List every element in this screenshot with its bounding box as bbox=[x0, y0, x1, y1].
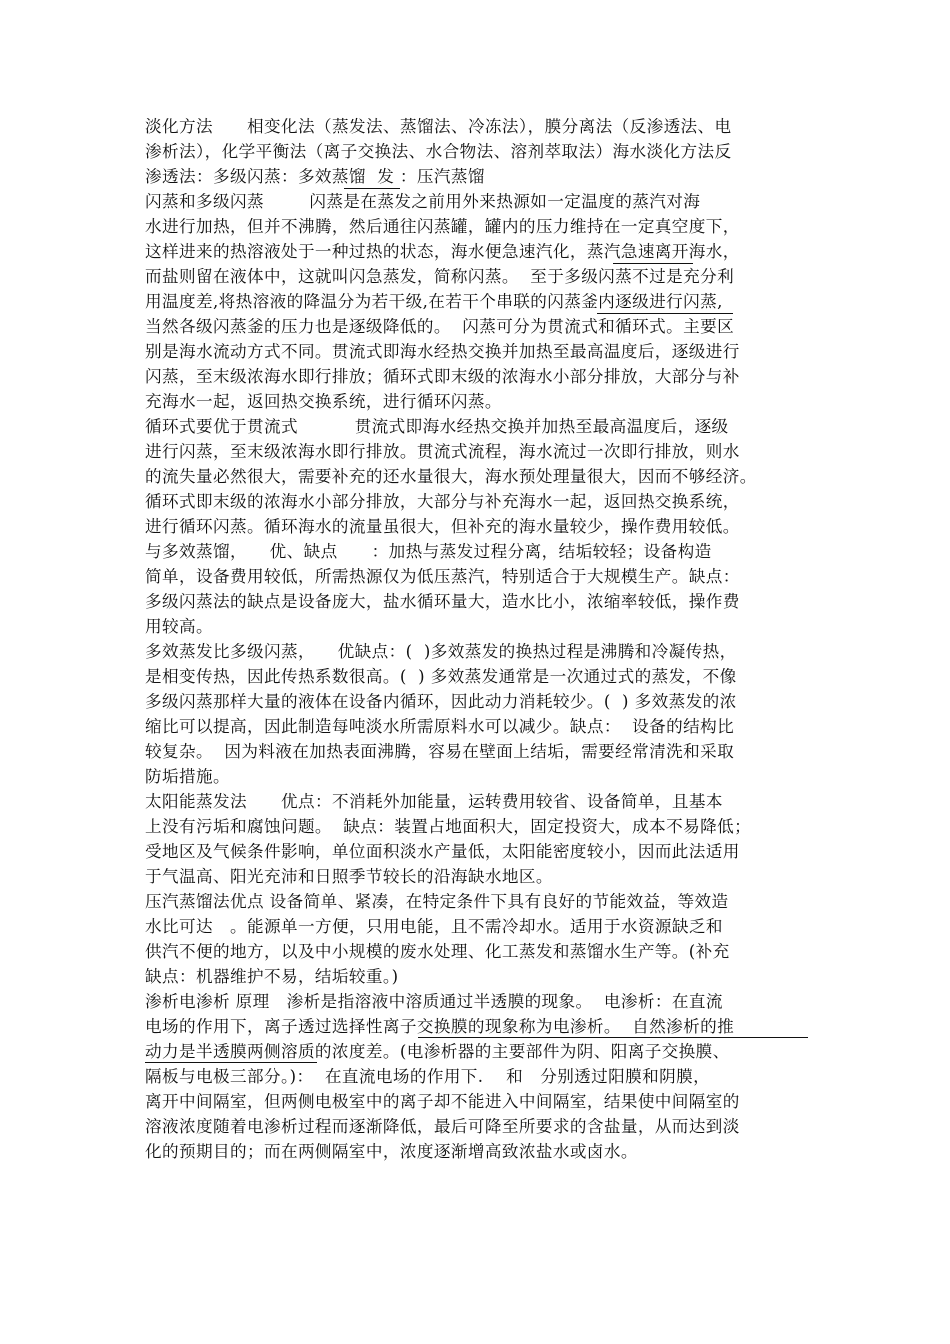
text-line: 受地区及气候条件影响，单位面积淡水产量低，太阳能密度较小，因而此法适用 bbox=[145, 842, 740, 861]
text-line: 充海水一起，返回热交换系统，进行循环闪蒸。 bbox=[145, 392, 502, 411]
text-line: 是相变传热，因此传热系数很高。( ) 多效蒸发通常是一次通过式的蒸发，不像 bbox=[145, 667, 737, 686]
text-line: 水比可达 。能源单一方便，只用电能，且不需冷却水。适用于水资源缺乏和 bbox=[145, 917, 723, 936]
text-line: 动力是半透膜两侧溶质的浓度差。(电渗析器的主要部件为阴、阳离子交换膜、 bbox=[145, 1042, 730, 1061]
text-line: 电场的作用下，离子透过选择性离子交换膜的现象称为电渗析。 自然渗析的推 bbox=[145, 1017, 735, 1036]
text-line: 化的预期目的；而在两侧隔室中，浓度逐渐增高致浓盐水或卤水。 bbox=[145, 1142, 638, 1161]
text-line: 而盐则留在液体中，这就叫闪急蒸发，简称闪蒸。 至于多级闪蒸不过是充分利 bbox=[145, 267, 735, 286]
text-line: 进行闪蒸，至末级浓海水即行排放。贯流式流程，海水流过一次即行排放，则水 bbox=[145, 442, 740, 461]
text-line: 供汽不便的地方，以及中小规模的废水处理、化工蒸发和蒸馏水生产等。(补充 bbox=[145, 942, 730, 961]
text-line: 用较高。 bbox=[145, 617, 213, 636]
text-line: 水进行加热，但并不沸腾，然后通往闪蒸罐，罐内的压力维持在一定真空度下， bbox=[145, 217, 740, 236]
text-line: 多级闪蒸那样大量的液体在设备内循环，因此动力消耗较少。( ) 多效蒸发的浓 bbox=[145, 692, 737, 711]
text-line: 循环式即末级的浓海水小部分排放，大部分与补充海水一起，返回热交换系统， bbox=[145, 492, 740, 511]
underline-mark bbox=[613, 263, 693, 264]
text-line: 上没有污垢和腐蚀问题。 缺点：装置占地面积大，固定投资大，成本不易降低； bbox=[145, 817, 752, 836]
text-line: 缩比可以提高，因此制造每吨淡水所需原料水可以减少。缺点： 设备的结构比 bbox=[145, 717, 735, 736]
text-line: 太阳能蒸发法 优点：不消耗外加能量，运转费用较省、设备简单，且基本 bbox=[145, 792, 723, 811]
text-line: 离开中间隔室，但两侧电极室中的离子却不能进入中间隔室，结果使中间隔室的 bbox=[145, 1092, 740, 1111]
text-line: 隔板与电极三部分。)： 在直流电场的作用下. 和 分别透过阳膜和阴膜， bbox=[145, 1067, 711, 1086]
text-line: 简单，设备费用较低，所需热源仅为低压蒸汽，特别适合于大规模生产。缺点： bbox=[145, 567, 740, 586]
text-line: 防垢措施。 bbox=[145, 767, 230, 786]
text-line: 渗析电渗析 原理 渗析是指溶液中溶质通过半透膜的现象。 电渗析：在直流 bbox=[145, 992, 723, 1011]
text-line: 多效蒸发比多级闪蒸， 优缺点：( )多效蒸发的换热过程是沸腾和冷凝传热， bbox=[145, 642, 737, 661]
text-line: 这样进来的热溶液处于一种过热的状态，海水便急速汽化，蒸汽急速离开海水， bbox=[145, 242, 740, 261]
text-line: 闪蒸和多级闪蒸 闪蒸是在蒸发之前用外来热源如一定温度的蒸汽对海 bbox=[145, 192, 701, 211]
text-line: 与多效蒸馏， 优、缺点 ：加热与蒸发过程分离，结垢较轻；设备构造 bbox=[145, 542, 712, 561]
text-line: 压汽蒸馏法优点 设备简单、紧凑，在特定条件下具有良好的节能效益，等效造 bbox=[145, 892, 729, 911]
underline-mark bbox=[418, 1037, 808, 1038]
text-line: 当然各级闪蒸釜的压力也是逐级降低的。 闪蒸可分为贯流式和循环式。主要区 bbox=[145, 317, 735, 336]
text-line: 循环式要优于贯流式 贯流式即海水经热交换并加热至最高温度后，逐级 bbox=[145, 417, 729, 436]
text-line: 缺点：机器维护不易，结垢较重。) bbox=[145, 967, 399, 986]
text-line: 的流失量必然很大，需要补充的还水量很大，海水预处理量很大，因而不够经济。 bbox=[145, 467, 757, 486]
text-line: 较复杂。 因为料液在加热表面沸腾，容易在壁面上结垢，需要经常清洗和采取 bbox=[145, 742, 735, 761]
text-line: 渗透法：多级闪蒸：多效蒸馏 发 ：压汽蒸馏 bbox=[145, 167, 485, 186]
text-line: 于气温高、阳光充沛和日照季节较长的沿海缺水地区。 bbox=[145, 867, 553, 886]
text-line: 淡化方法 相变化法（蒸发法、蒸馏法、冷冻法），膜分离法（反渗透法、电 bbox=[145, 117, 732, 136]
underline-mark bbox=[344, 188, 400, 189]
text-line: 多级闪蒸法的缺点是设备庞大，盐水循环量大，造水比小，浓缩率较低，操作费 bbox=[145, 592, 740, 611]
text-line: 用温度差,将热溶液的降温分为若干级,在若干个串联的闪蒸釜内逐级进行闪蒸, bbox=[145, 292, 723, 311]
text-line: 进行循环闪蒸。循环海水的流量虽很大，但补充的海水量较少，操作费用较低。 bbox=[145, 517, 740, 536]
underline-mark bbox=[145, 1062, 317, 1063]
text-line: 闪蒸，至末级浓海水即行排放；循环式即末级的浓海水小部分排放，大部分与补 bbox=[145, 367, 740, 386]
text-line: 渗析法），化学平衡法（离子交换法、水合物法、溶剂萃取法）海水淡化方法反 bbox=[145, 142, 732, 161]
text-line: 别是海水流动方式不同。贯流式即海水经热交换并加热至最高温度后，逐级进行 bbox=[145, 342, 740, 361]
underline-mark bbox=[597, 313, 733, 314]
text-line: 溶液浓度随着电渗析过程而逐渐降低，最后可降至所要求的含盐量，从而达到淡 bbox=[145, 1117, 740, 1136]
